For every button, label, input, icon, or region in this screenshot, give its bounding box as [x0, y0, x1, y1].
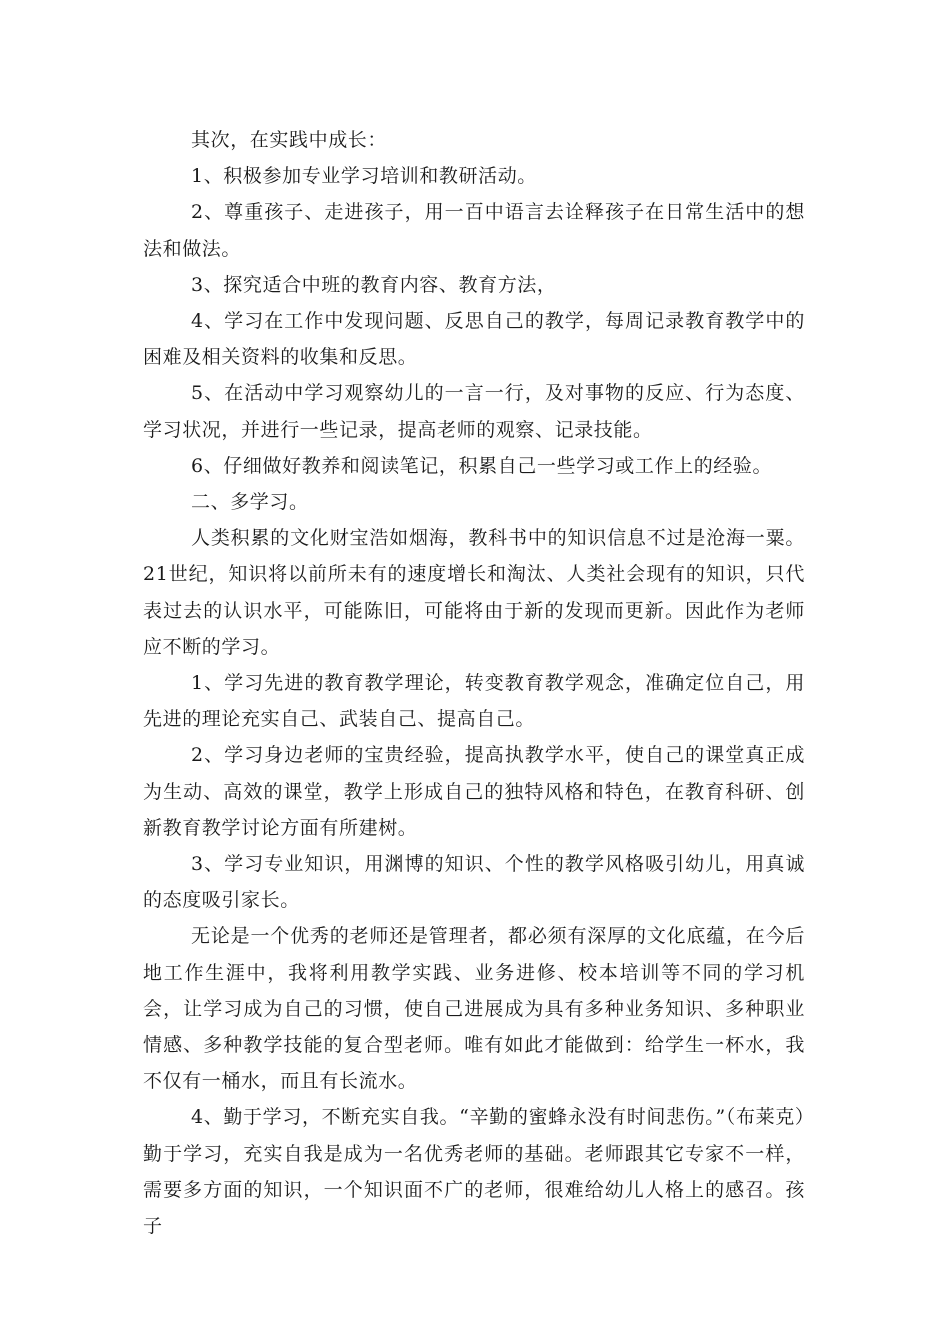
paragraph: 5、在活动中学习观察幼儿的一言一行，及对事物的反应、行为态度、学习状况，并进行一些记录，提高老师的观察、记录技能。 — [143, 382, 805, 441]
paragraph: 3、探究适合中班的教育内容、教育方法， — [191, 273, 557, 296]
paragraph: 人类积累的文化财宝浩如烟海，教科书中的知识信息不过是沧海一粟。21世纪，知识将以前所未有的速度增长和淘汰、人类社会现有的知识，只代表过去的认识水平，可能陈旧，可能将由于新的发现而更新。因此作为老师应不断的学习。 — [143, 527, 805, 658]
paragraph: 1、积极参加专业学习培训和教研活动。 — [191, 165, 537, 188]
paragraph: 2、尊重孩子、走进孩子，用一百中语言去诠释孩子在日常生活中的想法和做法。 — [143, 201, 805, 260]
paragraph: 无论是一个优秀的老师还是管理者，都必须有深厚的文化底蕴，在今后地工作生涯中，我将利用教学实践、业务进修、校本培训等不同的学习机会，让学习成为自己的习惯，使自己进展成为具有多种业务知识、多种职业情感、多种教学技能的复合型老师。唯有如此才能做到：给学生一杯水，我不仅有一桶水，而且有长流水。 — [143, 925, 805, 1093]
paragraph: 1、学习先进的教育教学理论，转变教育教学观念，准确定位自己，用先进的理论充实自己、武装自己、提高自己。 — [143, 672, 805, 731]
paragraph: 其次，在实践中成长： — [191, 129, 388, 151]
section-heading: 二、多学习。 — [191, 491, 309, 514]
paragraph: 4、学习在工作中发现问题、反思自己的教学，每周记录教育教学中的困难及相关资料的收集和反思。 — [143, 310, 805, 369]
paragraph: 3、学习专业知识，用渊博的知识、个性的教学风格吸引幼儿，用真诚的态度吸引家长。 — [143, 853, 805, 912]
paragraph: 2、学习身边老师的宝贵经验，提高执教学水平，使自己的课堂真正成为生动、高效的课堂，教学上形成自己的独特风格和特色，在教育科研、创新教育教学讨论方面有所建树。 — [143, 744, 805, 839]
document-body — [143, 122, 805, 1244]
paragraph: 6、仔细做好教养和阅读笔记，积累自己一些学习或工作上的经验。 — [191, 454, 773, 477]
paragraph: 4、勤于学习，不断充实自我。“辛勤的蜜蜂永没有时间悲伤。”（布莱克）勤于学习，充实自我是成为一名优秀老师的基础。老师跟其它专家不一样，需要多方面的知识，一个知识面不广的老师，很难给幼儿人格上的感召。孩子 — [143, 1106, 805, 1238]
